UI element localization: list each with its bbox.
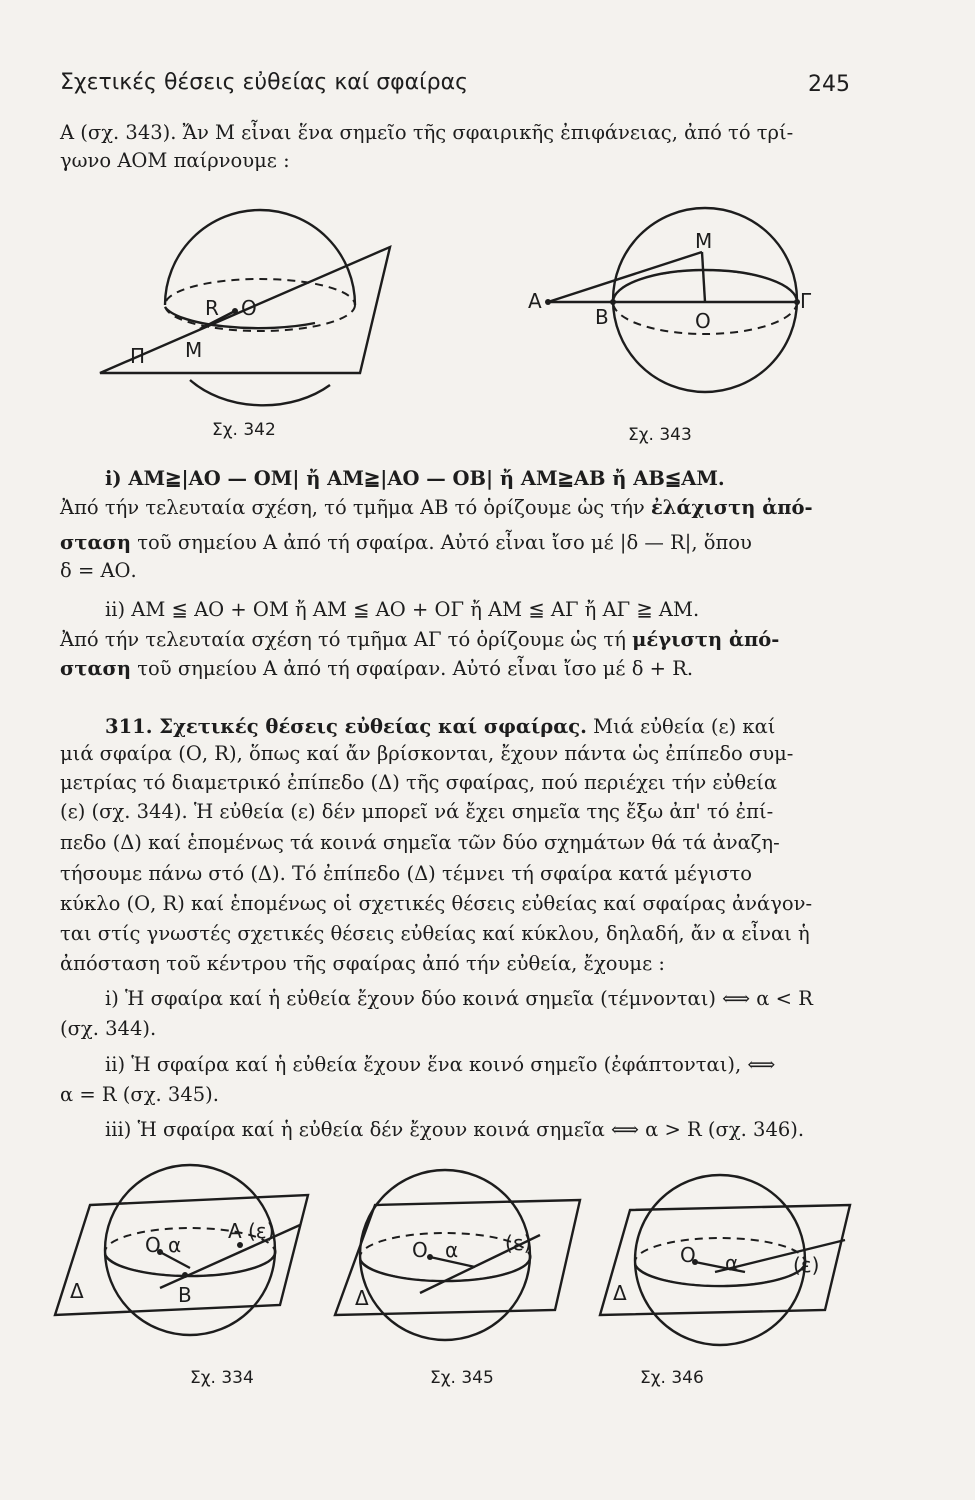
sphere-lower-arc (190, 380, 330, 405)
fig343-label-gamma: Γ (800, 289, 812, 313)
line-am (548, 252, 702, 302)
part-ii-text: Ἀπό τήν τελευταία σχέση τό τμῆμα ΑΓ τό ὁρίζουμε ὡς τή (60, 628, 633, 651)
caption-fig-342: Σχ. 342 (212, 420, 276, 440)
section-311-line-8: ἀπόσταση τοῦ κέντρου τῆς σφαίρας ἀπό τήν εὐθεία, ἔχουμε : (60, 952, 665, 975)
part-i-text-2: τοῦ σημείου Α ἀπό τή σφαίρα. Αὐτό εἶναι ἴσο μέ |δ — R|, ὅπου (131, 531, 752, 554)
case-iii-line: iii) Ἡ σφαίρα καί ἡ εὐθεία δέν ἔχουν κοινά σημεῖα ⟺ α > R (σχ. 346). (105, 1118, 805, 1141)
relation-i: i) AM≧|AO — OM| ἤ AM≧|AO — OB| ἤ AM≧AB ἤ AB≦AM. (105, 467, 725, 490)
section-311-first-line (105, 714, 850, 740)
running-header (60, 62, 850, 102)
part-i-text: Ἀπό τήν τελευταία σχέση, τό τμῆμα ΑΒ τό ὁρίζουμε ὡς τήν (60, 496, 651, 519)
page-number: 245 (808, 72, 850, 97)
section-311-line-4: πεδο (Δ) καί ἑπομένως τά κοινά σημεῖα τῶν δύο σχημάτων θά τά ἀναζη- (60, 831, 780, 854)
part-ii-text-2: τοῦ σημείου Α ἀπό τή σφαίραν. Αὐτό εἶναι ἴσο μέ δ + R. (131, 657, 694, 680)
point-a (545, 299, 551, 305)
section-311-line-7: ται στίς γνωστές σχετικές θέσεις εὐθείας καί κύκλου, δηλαδή, ἄν α εἶναι ἡ (60, 922, 810, 945)
fig342-label-pi: Π (130, 344, 146, 368)
fig342-label-o: O (241, 296, 257, 320)
caption-fig-344: Σχ. 334 (190, 1368, 254, 1388)
section-311-line-5: τήσουμε πάνω στό (Δ). Τό ἐπίπεδο (Δ) τέμνει τή σφαίρα κατά μέγιστο (60, 862, 753, 885)
caption-fig-343: Σχ. 343 (628, 425, 692, 445)
fig344-label-o: O (145, 1233, 161, 1257)
header-title: Σχετικές θέσεις εὐθείας καί σφαίρας (60, 70, 468, 95)
line-om (702, 252, 705, 302)
fig345-label-o: O (412, 1238, 428, 1262)
fig344-label-a: A (228, 1219, 242, 1243)
fig344-label-alpha: α (168, 1233, 182, 1257)
part-i-line-4: δ = ΑΟ. (60, 559, 137, 582)
caption-fig-346: Σχ. 346 (640, 1368, 704, 1388)
intro-line-1: Α (σχ. 343). Ἄν Μ εἶναι ἕνα σημεῖο τῆς σφαιρικῆς ἐπιφάνειας, ἀπό τό τρί- (60, 121, 794, 144)
fig345-label-delta: Δ (355, 1286, 369, 1310)
caption-fig-345: Σχ. 345 (430, 1368, 494, 1388)
fig345-label-epsilon: (ε) (505, 1231, 532, 1255)
figure-346 (595, 1200, 855, 1360)
term-distance-2: σταση (60, 657, 132, 680)
section-311-line-3: (ε) (σχ. 344). Ἡ εὐθεία (ε) δέν μπορεῖ νά ἔχει σημεῖα της ἔξω ἀπ' τό ἐπί- (60, 800, 774, 823)
fig346-label-epsilon: (ε) (793, 1253, 820, 1277)
case-i-line-2: (σχ. 344). (60, 1017, 157, 1040)
section-311-heading: 311. Σχετικές θέσεις εὐθείας καί σφαίρας. (105, 715, 587, 738)
case-i-line-1: i) Ἡ σφαίρα καί ἡ εὐθεία ἔχουν δύο κοινά σημεῖα (τέμνονται) ⟺ α < R (105, 987, 813, 1010)
term-maximum-distance: μέγιστη ἀπό- (632, 628, 780, 651)
fig346-label-delta: Δ (613, 1281, 627, 1305)
fig345-label-alpha: α (445, 1238, 459, 1262)
fig343-label-m: M (695, 229, 713, 253)
section-311-line-1: μιά σφαίρα (Ο, R), ὅπως καί ἄν βρίσκονται, ἔχουν πάντα ὡς ἐπίπεδο συμ- (60, 742, 794, 765)
figure-342 (90, 235, 390, 405)
figure-344 (50, 1190, 310, 1350)
point-b (610, 299, 616, 305)
part-ii-line-2 (60, 627, 850, 653)
term-distance: σταση (60, 531, 132, 554)
point-b (182, 1272, 188, 1278)
sphere-upper-arc (165, 210, 355, 305)
great-circle-front (635, 1260, 805, 1286)
case-ii-line-2: α = R (σχ. 345). (60, 1083, 219, 1106)
great-circle-front (165, 307, 315, 328)
great-circle-front (105, 1250, 275, 1276)
relation-ii: ii) AM ≦ AO + OM ἤ AM ≦ AO + OΓ ἤ AM ≦ AΓ ἤ AΓ ≧ AM. (105, 598, 700, 621)
fig346-label-alpha: α (725, 1251, 739, 1275)
fig344-label-epsilon: (ε) (248, 1219, 275, 1243)
sphere-outline (635, 1175, 805, 1345)
figure-343 (520, 230, 820, 395)
fig344-label-delta: Δ (70, 1279, 84, 1303)
fig344-label-b: B (178, 1283, 192, 1307)
section-311-intro: Μιά εὐθεία (ε) καί (586, 715, 776, 738)
fig342-label-m: M (185, 338, 203, 362)
great-circle-back (165, 279, 355, 331)
part-ii-line-3 (60, 656, 850, 682)
section-311-line-2: μετρίας τό διαμετρικό ἐπίπεδο (Δ) τῆς σφαίρας, πού περιέχει τήν εὐθεία (60, 771, 778, 794)
fig342-label-r: R (205, 296, 219, 320)
section-311-line-6: κύκλο (Ο, R) καί ἑπομένως οἱ σχετικές θέσεις εὐθείας καί σφαίρας ἀνάγον- (60, 892, 813, 915)
fig343-label-a: A (528, 289, 542, 313)
part-i-line-2 (60, 495, 850, 521)
fig346-label-o: O (680, 1243, 696, 1267)
case-ii-line-1: ii) Ἡ σφαίρα καί ἡ εὐθεία ἔχουν ἕνα κοινό σημεῖο (ἐφάπτονται), ⟺ (105, 1053, 776, 1076)
figure-345 (330, 1195, 590, 1355)
intro-line-2: γωνο ΑΟΜ παίρνουμε : (60, 149, 290, 172)
center-o (427, 1254, 433, 1260)
fig343-label-o: O (695, 309, 711, 333)
fig343-label-b: B (595, 305, 609, 329)
part-i-line-3 (60, 530, 850, 556)
center-point (232, 308, 238, 314)
term-minimum-distance: ἐλάχιστη ἀπό- (650, 496, 813, 519)
